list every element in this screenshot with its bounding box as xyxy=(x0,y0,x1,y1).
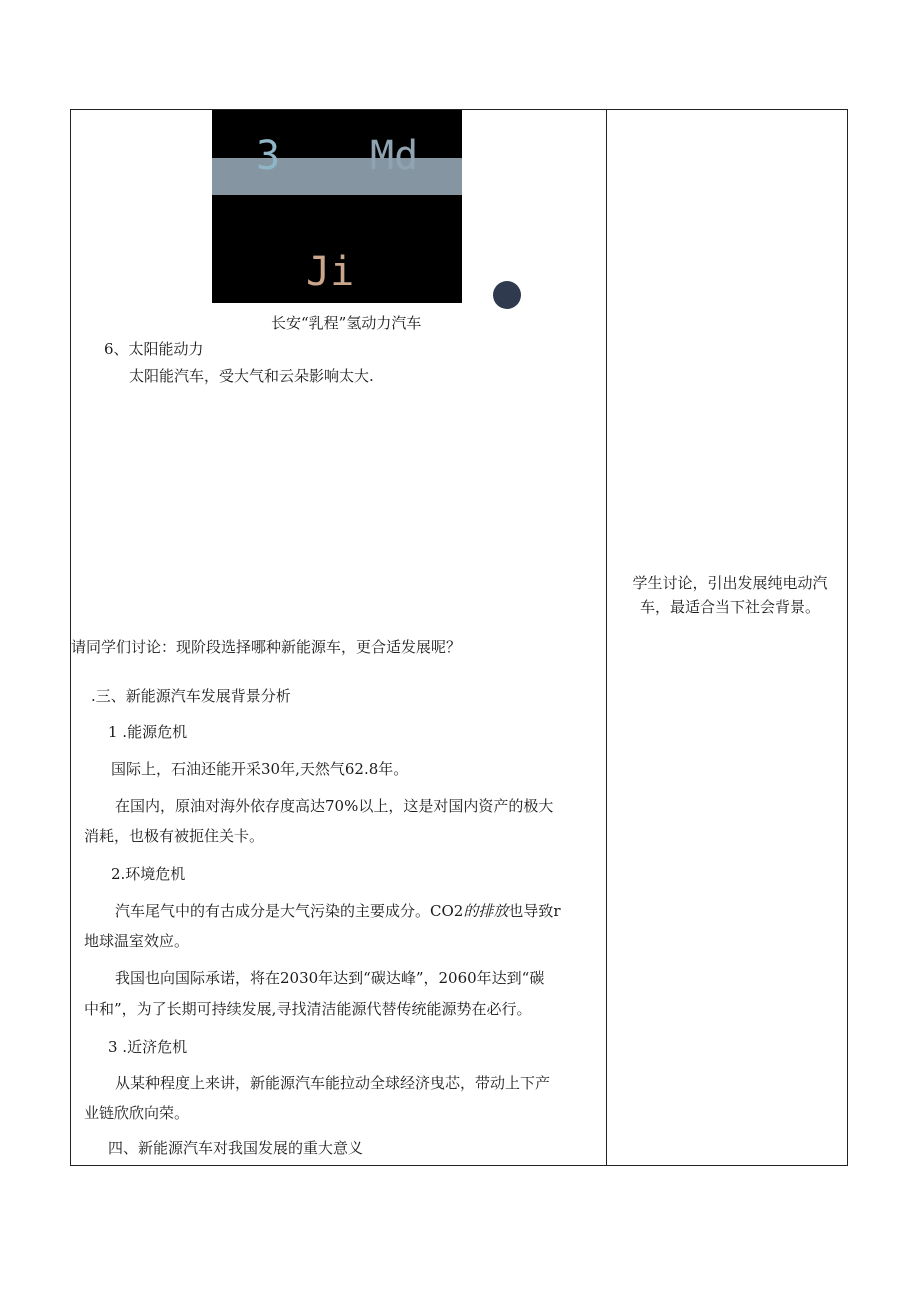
solar-text: 太阳能汽车，受大气和云朵影响太大. xyxy=(129,367,374,385)
economic-paragraph-line-1: 从某种程度上来讲，新能源汽车能拉动全球经济曳芯，带动上下产 xyxy=(115,1074,551,1092)
environment-paragraph-1-line-2: 地球温室效应。 xyxy=(84,932,190,950)
photo-text-1: 3 xyxy=(256,133,281,179)
teacher-note-line-1: 学生讨论，引出发展纯电动汽 xyxy=(632,574,828,592)
teacher-note-line-2: 车，最适合当下社会背景。 xyxy=(639,598,820,616)
environment-paragraph-1-line-1 xyxy=(115,901,561,921)
lesson-table xyxy=(70,109,848,1166)
section4-title: 四、新能源汽车对我国发展的重大意义 xyxy=(108,1139,364,1157)
environment-paragraph-2-line-2: 中和”，为了长期可持续发展,寻找清洁能源代替传统能源势在必行。 xyxy=(84,1000,532,1018)
discussion-prompt: 请同学们讨论：现阶段选择哪种新能源车，更合适发展呢？ xyxy=(71,638,462,656)
energy-paragraph-1: 国际上，石油还能开采30年,天然气62.8年。 xyxy=(111,760,409,778)
solar-heading: 6、太阳能动力 xyxy=(104,340,204,358)
photo-text-3: Ji xyxy=(306,249,355,295)
economic-heading: 3 .近济危机 xyxy=(108,1038,188,1056)
environment-heading: 2.环境危机 xyxy=(111,865,186,883)
photo-band xyxy=(212,158,462,195)
column-divider xyxy=(606,110,607,1165)
environment-text-italic: 的排放 xyxy=(463,902,509,920)
environment-text-a: 汽车尾气中的有古成分是大气污染的主要成分。CO2 xyxy=(115,902,464,920)
environment-paragraph-2-line-1: 我国也向国际承诺，将在2030年达到“碳达峰”，2060年达到“碳 xyxy=(115,969,545,987)
environment-text-c: 也导致r xyxy=(508,902,561,920)
photo-text-2: Md xyxy=(370,133,419,179)
teacher-note xyxy=(615,571,845,619)
energy-paragraph-2-line-1: 在国内，原油对海外依存度高达70%以上，这是对国内资产的极大 xyxy=(115,797,554,815)
economic-paragraph-line-2: 业链欣欣向荣。 xyxy=(84,1104,190,1122)
section3-title: .三、新能源汽车发展背景分析 xyxy=(91,687,291,705)
energy-heading: 1 .能源危机 xyxy=(108,723,188,741)
hydrogen-car-photo xyxy=(212,110,462,303)
energy-paragraph-2-line-2: 消耗，也极有被扼住关卡。 xyxy=(84,827,265,845)
dark-dot-marker xyxy=(493,281,521,309)
photo-caption: 长安“乳程”氢动力汽车 xyxy=(271,314,422,332)
